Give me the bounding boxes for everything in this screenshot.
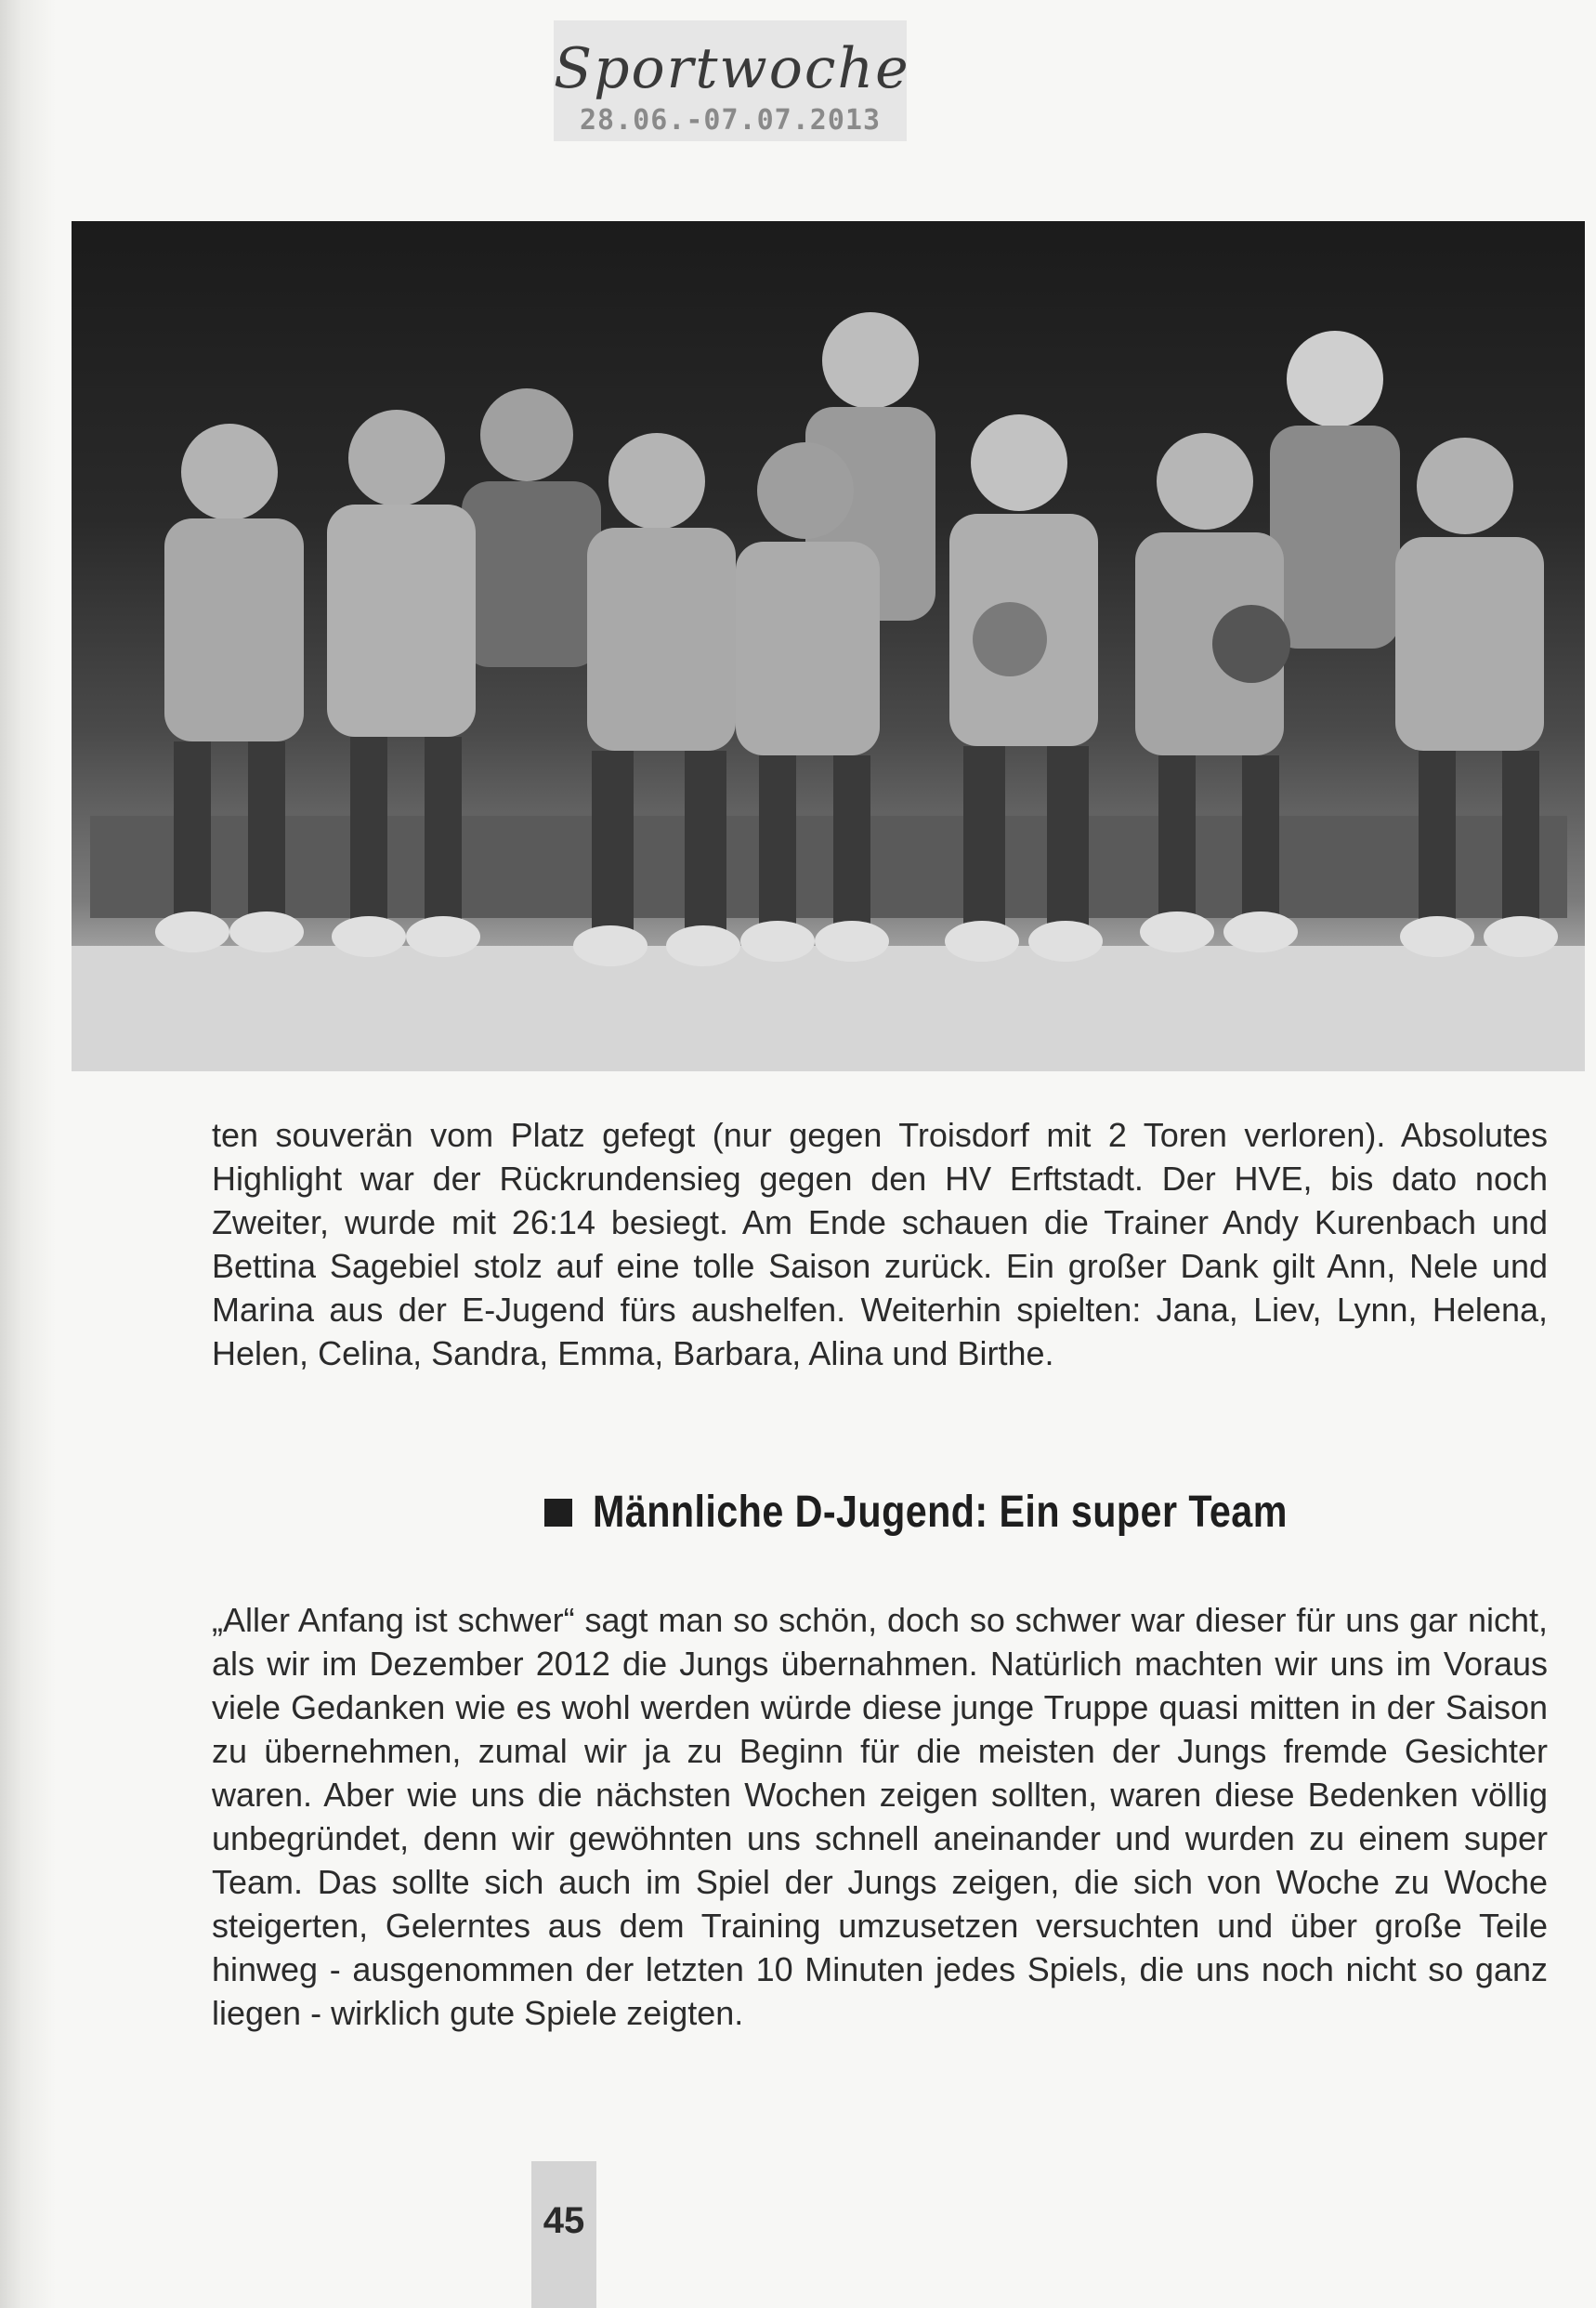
handball	[1212, 605, 1290, 683]
handball	[973, 602, 1047, 676]
page-number: 45	[531, 2161, 596, 2308]
page-gutter-shadow	[0, 0, 56, 2308]
magazine-title: Sportwoche	[554, 36, 910, 101]
article-paragraph-1: ten souverän vom Platz gefegt (nur gegen Troisdorf mit 2 Toren verloren). Absolutes Highlight war der Rückrundensieg gegen den HV Erftstadt. Der HVE, bis dato noch Zweiter, wurde mit 26:14 besiegt. Am Ende schauen die Trainer Andy Kurenbach und Bettina Sagebiel stolz auf eine tolle Saison zurück. Ein großer Dank gilt Ann, Nele und Marina aus der E-Jugend fürs aushelfen. Weiterhin spielten: Jana, Liev, Lynn, Helena, Helen, Celina, Sandra, Emma, Barbara, Alina und Birthe.	[212, 1116, 1548, 1372]
floor	[72, 946, 1585, 1071]
section-heading	[544, 1487, 1401, 1538]
team-photo	[72, 221, 1585, 1071]
bench	[90, 816, 1567, 918]
bullet-square-icon	[544, 1499, 572, 1527]
issue-dates: 28.06.-07.07.2013	[579, 104, 882, 137]
section-heading-text: Männliche D-Jugend: Ein super Team	[593, 1488, 1288, 1537]
magazine-header	[554, 20, 910, 141]
article-paragraph-2: „Aller Anfang ist schwer“ sagt man so schön, doch so schwer war dieser für uns gar nicht, als wir im Dezember 2012 die Jungs übernahmen. Natürlich machten wir uns im Voraus viele Gedanken wie es wohl werden würde diese junge Truppe quasi mitten in der Saison zu übernehmen, zumal wir ja zu Beginn für die meisten der Jungs fremde Gesichter waren. Aber wie uns die nächsten Wochen zeigen sollten, waren diese Bedenken völlig unbegründet, denn wir gewöhnten uns schnell aneinander und wurden zu einem super Team. Das sollte sich auch im Spiel der Jungs zeigen, die sich von Woche zu Woche steigerten, Gelerntes aus dem Training umzusetzen versuchten und über große Teile hinweg - ausgenommen der letzten 10 Minuten jedes Spiels, die uns noch nicht so ganz liegen - wirklich gute Spiele zeigten.	[212, 1601, 1548, 2032]
team-photo-illustration	[72, 221, 1585, 1071]
